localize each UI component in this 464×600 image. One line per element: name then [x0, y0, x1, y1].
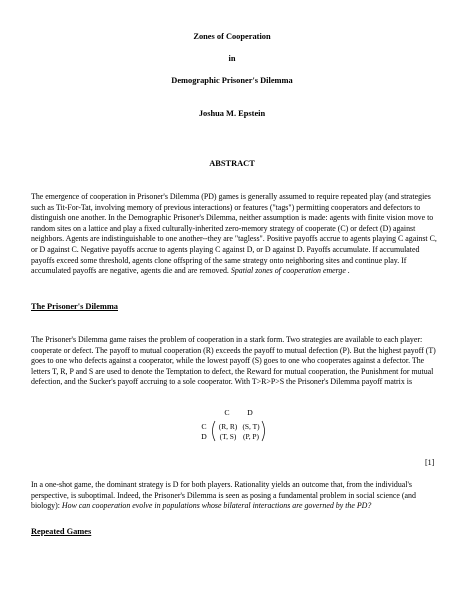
matrix-cell-cc: (R, R) [218, 422, 238, 431]
section1-paragraph: The Prisoner's Dilemma game raises the problem of cooperation in a stark form. Two strategies are available to each player: cooperate or defect. The payoff to mutual cooperation (R) exceeds the payoff to mutual defection (P). But the highest payoff (T) goes to one who defects against a cooperator, while the lowest payoff (S) goes to one who cooperates against a defector. The letters T, R, P and S are used to denote the Temptation to defect, the Reward for mutual cooperation, the Punishment for mutual defection, and the Sucker's payoff accruing to a sole cooperator. With T>R>P>S the Prisoner's Dilemma payoff matrix is [31, 335, 436, 387]
matrix-cell-dc: (T, S) [219, 432, 237, 441]
matrix-cell-dd: (P, P) [242, 432, 260, 441]
matrix-row-label-c: C [201, 422, 207, 431]
paper-title-line-2: in [228, 54, 236, 63]
matrix-right-paren [262, 421, 265, 441]
para2-emphasis: How can cooperation evolve in populations whose bilateral interactions are governed by the PD? [61, 501, 372, 511]
matrix-cell-cd: (S, T) [242, 422, 260, 431]
payoff-matrix [200, 407, 280, 443]
section-heading-prisoners-dilemma: The Prisoner's Dilemma [31, 302, 118, 311]
abstract-paragraph [31, 192, 437, 277]
paper-title-line-1: Zones of Cooperation [193, 32, 271, 41]
abstract-heading: ABSTRACT [209, 159, 255, 168]
section1-paragraph-2 [31, 480, 437, 512]
abstract-text: The emergence of cooperation in Prisoner's Dilemma (PD) games is generally assumed to require repeated play (and strategies such as Tit-For-Tat, involving memory of previous interactions) or features ("tags") permitting cooperators and defectors to distinguish one another. In the Demographic Prisoner's Dilemma, neither assumption is made: agents with finite vision move to random sites on a lattice and play a fixed culturally-inherited zero-memory strategy of cooperate (C) or defect (D) against neighbors. Agents are indistinguishable to one another--they are "tagless". Positive payoffs accrue to agents playing C against C, or D against C. Negative payoffs accrue to agents playing C against D, or D against D. Payoffs accumulate. If accumulated payoffs exceed some threshold, agents clone offspring of the same strategy onto neighboring sites and continue play. If accumulated payoffs are negative, agents die and are removed. [31, 192, 437, 276]
paper-title-line-3: Demographic Prisoner's Dilemma [171, 76, 293, 85]
matrix-left-paren [213, 421, 216, 441]
author-name: Joshua M. Epstein [198, 109, 266, 118]
matrix-col-label-d: D [247, 408, 253, 417]
section-heading-repeated-games: Repeated Games [31, 527, 92, 536]
para2-text: In a one-shot game, the dominant strategy is D for both players. Rationality yields an outcome that, from the individual's perspective, is suboptimal. Indeed, the Prisoner's Dilemma is seen as posing a fundamental problem in social science (and biology): [31, 480, 416, 511]
matrix-col-label-c: C [224, 408, 230, 417]
matrix-row-label-d: D [201, 432, 207, 441]
abstract-emphasis: Spatial zones of cooperation emerge . [230, 266, 350, 276]
equation-number: [1] [425, 458, 435, 467]
